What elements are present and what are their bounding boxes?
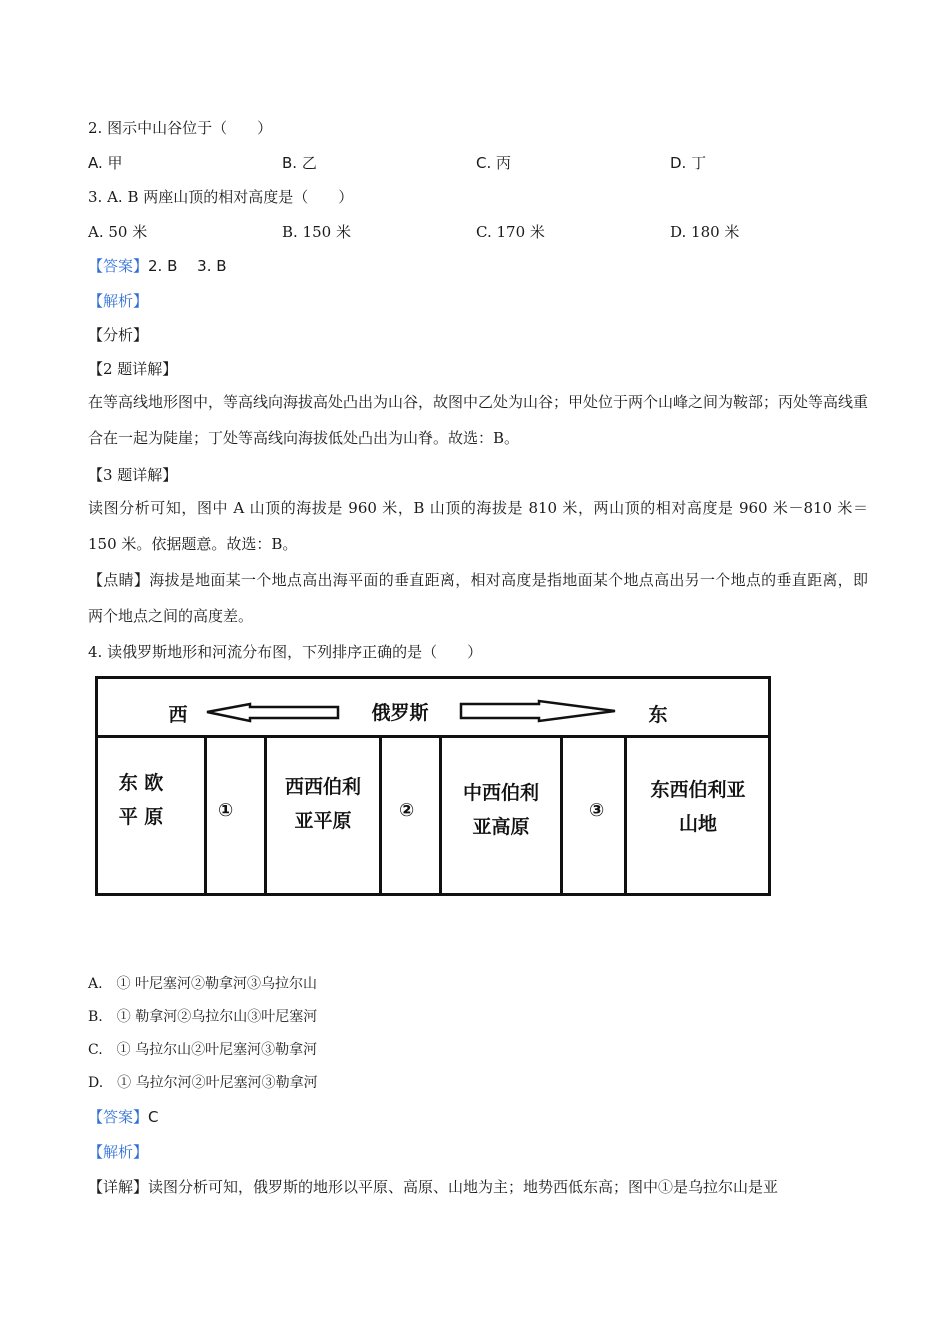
cell-central-siberian-plateau xyxy=(444,776,558,844)
q2-option-c: C. 丙 xyxy=(476,154,512,172)
analysis-tag: 【解析】 xyxy=(88,292,149,310)
marker-1: ① xyxy=(218,800,234,821)
cell1-line2: 平 原 xyxy=(118,806,164,828)
cell4-line2: 山地 xyxy=(678,813,717,835)
figure-col-divider-4 xyxy=(439,735,442,894)
dianjing-para xyxy=(88,562,868,634)
detail-text: 读图分析可知，俄罗斯的地形以平原、高原、山地为主；地势西低东高；图中①是乌拉尔山是亚 xyxy=(148,1178,779,1196)
q2-stem: 2. 图示中山谷位于（ ） xyxy=(88,119,273,137)
q2-option-b: B. 乙 xyxy=(282,154,317,172)
cell3-line2: 亚高原 xyxy=(472,816,530,838)
figure-col-divider-3 xyxy=(379,735,382,894)
q2-detail-title: 【2 题详解】 xyxy=(88,360,178,378)
cell-west-siberian-plain xyxy=(269,770,377,838)
cell1-line1: 东 欧 xyxy=(118,772,164,794)
q4-stem: 4. 读俄罗斯地形和河流分布图，下列排序正确的是（ ） xyxy=(88,643,483,661)
analysis-line-2 xyxy=(88,1141,148,1163)
dianjing-tag: 【点睛】 xyxy=(88,571,150,589)
q4-option-d: D. ① 乌拉尔河②叶尼塞河③勒拿河 xyxy=(88,1075,318,1091)
q3-option-b: B. 150 米 xyxy=(282,223,351,241)
q3-option-c: C. 170 米 xyxy=(476,223,545,241)
figure-col-divider-2 xyxy=(264,735,267,894)
q3-option-d: D. 180 米 xyxy=(670,223,740,241)
answer-text-2: C xyxy=(148,1108,159,1126)
cell2-line1: 西西伯利 xyxy=(284,776,361,798)
q4-option-b: B. ① 勒拿河②乌拉尔山③叶尼塞河 xyxy=(88,1009,318,1025)
detail-tag: 【详解】 xyxy=(88,1178,149,1196)
analysis-tag-2: 【解析】 xyxy=(88,1143,149,1161)
figure-col-divider-1 xyxy=(204,735,207,894)
q4-option-c: C. ① 乌拉尔山②叶尼塞河③勒拿河 xyxy=(88,1042,318,1058)
figure-col-divider-5 xyxy=(560,735,563,894)
figure-center-label: 俄罗斯 xyxy=(371,702,429,724)
answer-text: 2. B 3. B xyxy=(148,257,227,275)
cell2-line2: 亚平原 xyxy=(294,810,352,832)
q2-option-d: D. 丁 xyxy=(670,154,707,172)
q3-detail-text: 读图分析可知，图中 A 山顶的海拔是 960 米，B 山顶的海拔是 810 米，两山顶的相对高度是 960 米－810 米＝150 米。依据题意。故选：B。 xyxy=(88,499,868,553)
answer-line-1 xyxy=(88,255,227,277)
answer-tag-2: 【答案】 xyxy=(88,1108,149,1126)
q3-detail-title: 【3 题详解】 xyxy=(88,466,178,484)
cell3-line1: 中西伯利 xyxy=(462,782,539,804)
q3-stem: 3. A. B 两座山顶的相对高度是（ ） xyxy=(88,188,354,206)
answer-line-2 xyxy=(88,1106,159,1128)
q4-option-a: A. ① 叶尼塞河②勒拿河③乌拉尔山 xyxy=(88,976,318,992)
figure-col-divider-6 xyxy=(624,735,627,894)
figure-west-label: 西 xyxy=(168,704,188,726)
q2-detail-text: 在等高线地形图中，等高线向海拔高处凸出为山谷，故图中乙处为山谷；甲处位于两个山峰之间为鞍部；丙处等高线重合在一起为陡崖；丁处等高线向海拔低处凸出为山脊。故选：B。 xyxy=(88,393,869,447)
west-arrow-icon xyxy=(207,704,338,721)
cell-east-siberian-mountains xyxy=(629,773,767,841)
analysis-line-1 xyxy=(88,290,148,312)
fenxi-label: 【分析】 xyxy=(88,326,149,344)
q2-option-a: A. 甲 xyxy=(88,154,123,172)
q3-option-a: A. 50 米 xyxy=(88,223,148,241)
dianjing-text: 海拔是地面某一个地点高出海平面的垂直距离，相对高度是指地面某个地点高出另一个地点的垂直距离，即两个地点之间的高度差。 xyxy=(88,571,868,625)
detail-line xyxy=(88,1176,778,1198)
cell4-line1: 东西伯利亚 xyxy=(650,779,746,801)
east-arrow-icon xyxy=(461,701,615,721)
russia-terrain-figure xyxy=(95,676,769,894)
marker-3: ③ xyxy=(589,800,605,821)
answer-tag: 【答案】 xyxy=(88,257,149,275)
cell-east-european-plain xyxy=(101,766,181,834)
figure-east-label: 东 xyxy=(648,704,668,726)
marker-2: ② xyxy=(399,800,415,821)
